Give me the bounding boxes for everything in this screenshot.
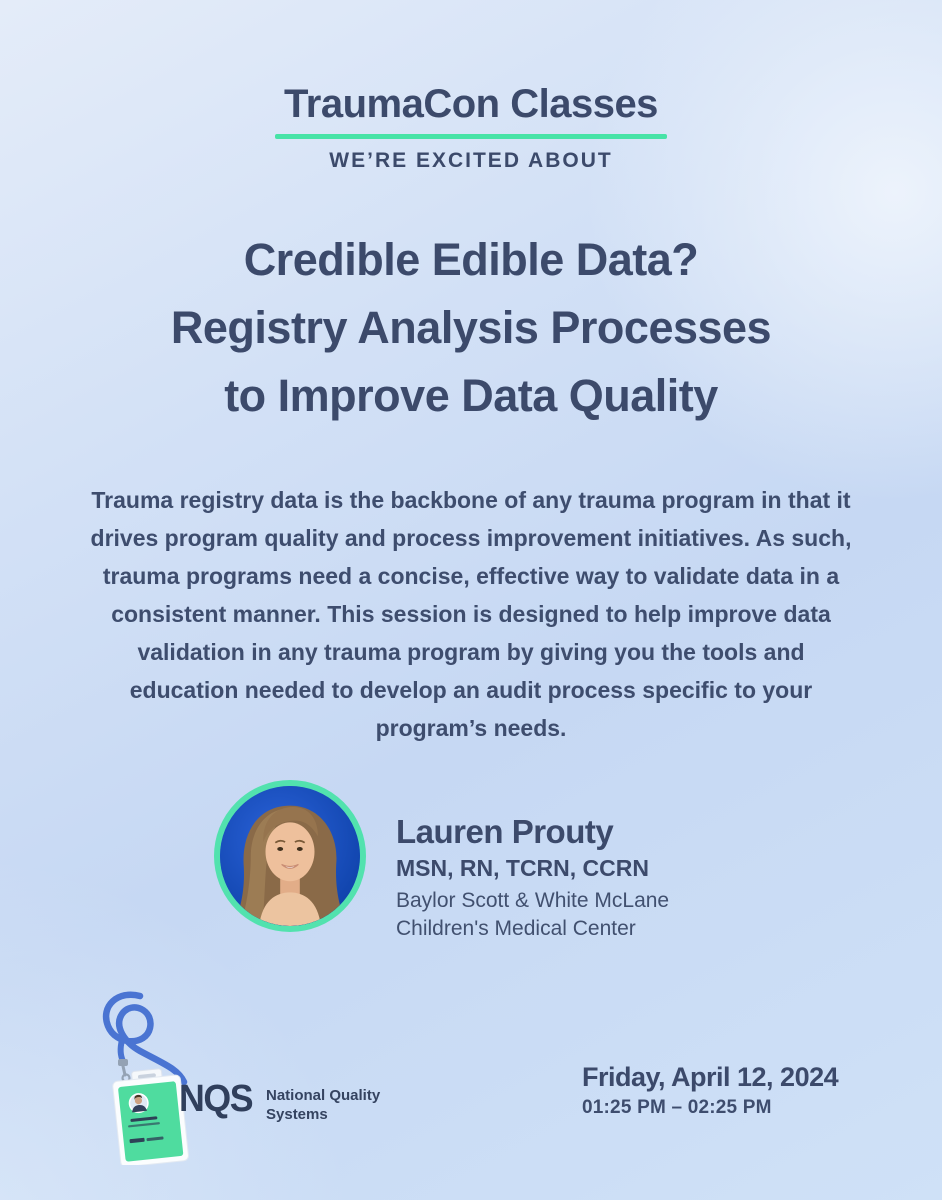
nqs-logo-subtext-line-2: Systems xyxy=(266,1106,328,1123)
session-title xyxy=(0,226,942,430)
speaker-credentials: MSN, RN, TCRN, CCRN xyxy=(396,855,649,881)
session-title-line-3: to Improve Data Quality xyxy=(224,370,718,421)
event-time: 01:25 PM – 02:25 PM xyxy=(582,1097,772,1118)
nqs-logo-subtext xyxy=(266,1086,380,1124)
session-title-line-1: Credible Edible Data? xyxy=(243,234,699,285)
session-title-line-2: Registry Analysis Processes xyxy=(170,302,772,353)
speaker-avatar xyxy=(214,780,366,932)
speaker-photo-illustration xyxy=(220,786,360,926)
speaker-organization-line-1: Baylor Scott & White McLane xyxy=(396,889,670,912)
nqs-logo-subtext-line-1: National Quality xyxy=(266,1087,381,1104)
header-tagline: WE’RE EXCITED ABOUT xyxy=(329,149,613,172)
speaker-name: Lauren Prouty xyxy=(396,813,614,850)
speaker-organization-line-2: Children's Medical Center xyxy=(396,917,636,940)
speaker-section xyxy=(214,780,669,943)
speaker-organization xyxy=(396,887,669,943)
event-date: Friday, April 12, 2024 xyxy=(582,1062,839,1092)
session-description: Trauma registry data is the backbone of any trauma program in that it drives program quality and process improvement initiatives. As such, trauma programs need a concise, effective way to validate data in a consistent manner. This session is designed to help improve data validation in any trauma program by giving you the tools and education needed to develop an audit process specific to your program’s needs. xyxy=(90,487,852,741)
header xyxy=(0,82,942,173)
brand-underline xyxy=(275,134,667,139)
event-datetime xyxy=(582,1062,838,1119)
brand-title: TraumaCon Classes xyxy=(284,82,658,126)
speaker-text xyxy=(396,813,669,943)
nqs-logo-text: NQS xyxy=(179,1078,253,1120)
